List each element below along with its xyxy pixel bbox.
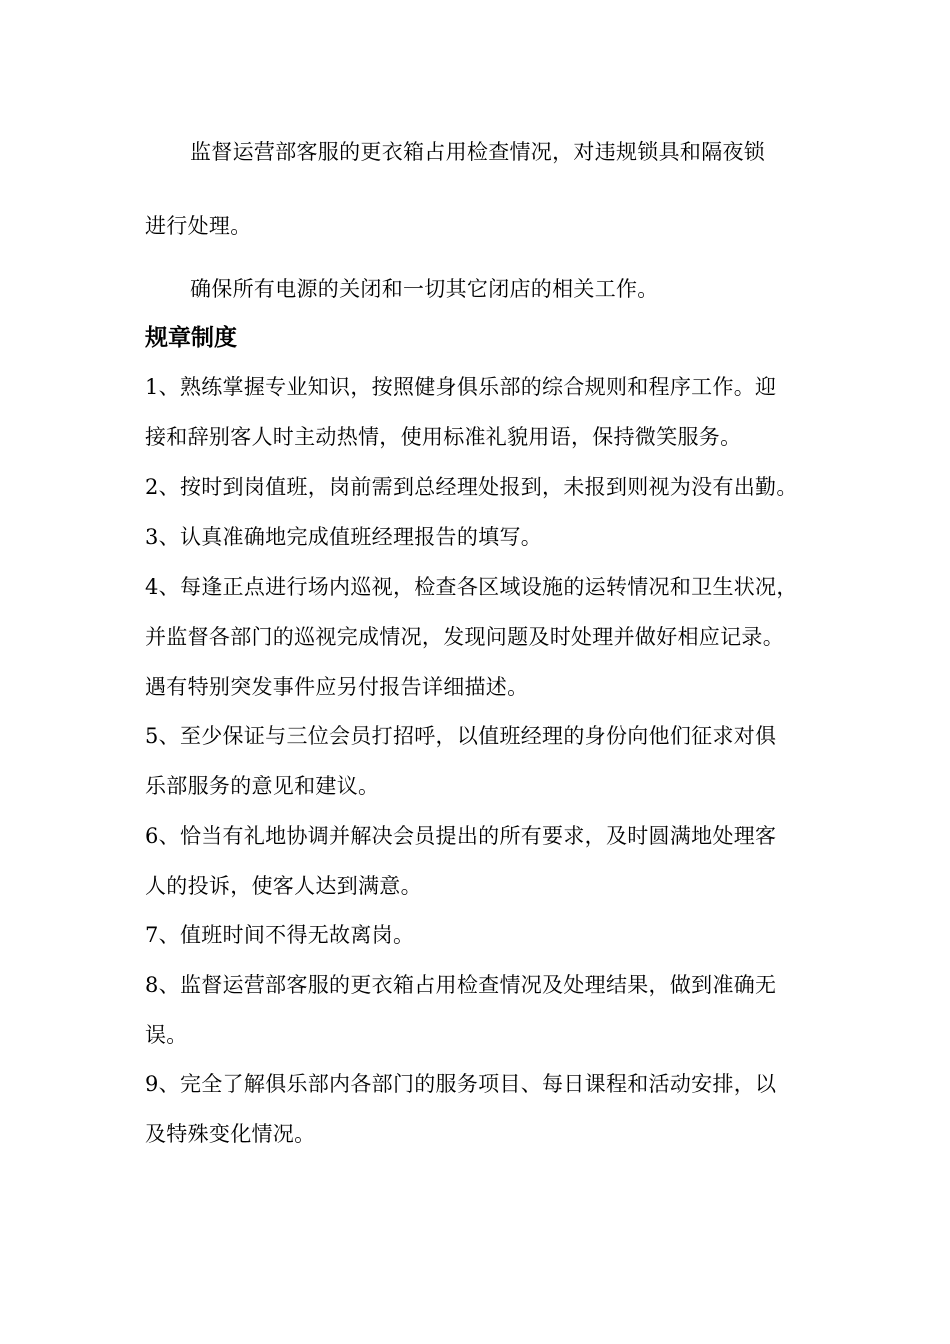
- rule-6-line-2: 人的投诉，使客人达到满意。: [145, 874, 422, 898]
- rule-4-line-3: 遇有特别突发事件应另付报告详细描述。: [145, 675, 529, 699]
- rule-7-line-1: 7、值班时间不得无故离岗。: [145, 923, 415, 947]
- rule-4-line-2: 并监督各部门的巡视完成情况，发现问题及时处理并做好相应记录。: [145, 625, 784, 649]
- rule-8-line-2: 误。: [145, 1023, 188, 1047]
- rule-9-line-1: 9、完全了解俱乐部内各部门的服务项目、每日课程和活动安排，以: [145, 1072, 777, 1096]
- rule-1-line-1: 1、熟练掌握专业知识，按照健身俱乐部的综合规则和程序工作。迎: [145, 375, 777, 399]
- rule-6-line-1: 6、恰当有礼地协调并解决会员提出的所有要求，及时圆满地处理客: [145, 824, 777, 848]
- rule-2-line-1: 2、按时到岗值班，岗前需到总经理处报到，未报到则视为没有出勤。: [145, 475, 798, 499]
- rule-8-line-1: 8、监督运营部客服的更衣箱占用检查情况及处理结果，做到准确无: [145, 973, 777, 997]
- intro-paragraph-2: 确保所有电源的关闭和一切其它闭店的相关工作。: [190, 277, 659, 301]
- rule-5-line-2: 乐部服务的意见和建议。: [145, 774, 380, 798]
- rule-5-line-1: 5、至少保证与三位会员打招呼，以值班经理的身份向他们征求对俱: [145, 724, 777, 748]
- rule-1-line-2: 接和辞别客人时主动热情，使用标准礼貌用语，保持微笑服务。: [145, 425, 742, 449]
- rule-3-line-1: 3、认真准确地完成值班经理报告的填写。: [145, 525, 543, 549]
- section-heading: 规章制度: [145, 325, 237, 351]
- intro-paragraph-1-line-1: 监督运营部客服的更衣箱占用检查情况，对违规锁具和隔夜锁: [190, 140, 766, 164]
- rule-9-line-2: 及特殊变化情况。: [145, 1122, 316, 1146]
- intro-paragraph-1-line-2: 进行处理。: [145, 214, 252, 238]
- rule-4-line-1: 4、每逢正点进行场内巡视，检查各区域设施的运转情况和卫生状况，: [145, 575, 798, 599]
